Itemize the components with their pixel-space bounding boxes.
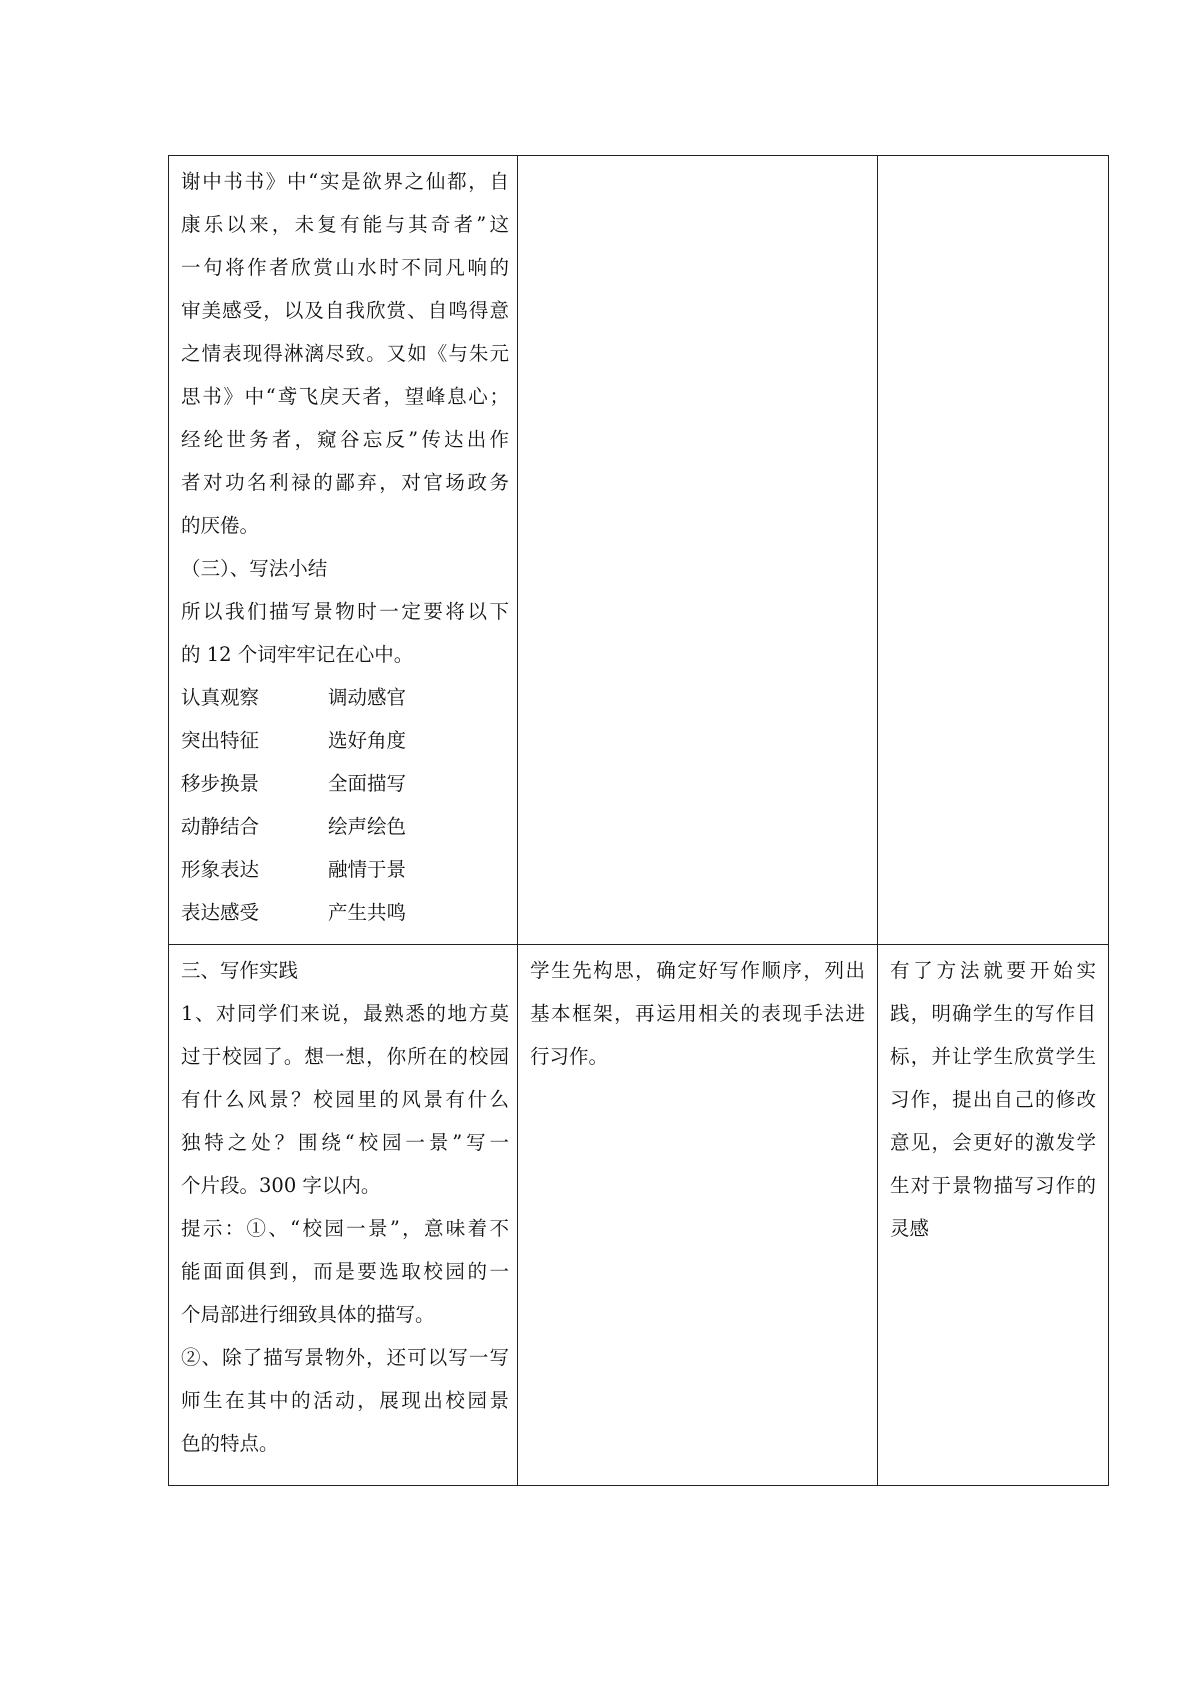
word-pair [181,891,509,934]
text-line: 标，并让学生欣赏学生 [890,1045,1096,1068]
word-left: 移步换景 [181,772,260,795]
text-line: 个局部进行细致具体的描写。 [181,1303,435,1326]
word-pair [181,848,509,891]
text-line: 审美感受，以及自我欣赏、自鸣得意 [181,299,509,322]
section-heading: （三）、写法小结 [181,557,328,580]
word-right: 融情于景 [328,858,407,881]
text-line: 康乐以来，未复有能与其奇者”这 [181,213,509,236]
word-right: 调动感官 [328,686,407,709]
text-line: 灵感 [890,1217,930,1240]
word-pair [181,719,509,762]
word-left: 动静结合 [181,815,260,838]
table-row [169,156,1109,945]
word-left: 表达感受 [181,901,260,924]
text-line: 师生在其中的活动，展现出校园景 [181,1389,509,1412]
text-line: 的厌倦。 [181,514,260,537]
text-line: 谢中书书》中“实是欲界之仙都，自 [181,170,509,193]
text-line: 的 12 个词牢牢记在心中。 [181,643,414,666]
text-line: 行习作。 [530,1045,609,1068]
text-line: 习作，提出自己的修改 [890,1088,1096,1111]
text-line: 个片段。300 字以内。 [181,1174,381,1197]
word-pair [181,762,509,805]
lesson-plan-table [168,155,1109,1486]
text-line: 生对于景物描写习作的 [890,1174,1096,1197]
text-line: 过于校园了。想一想，你所在的校园 [181,1045,509,1068]
word-left: 形象表达 [181,858,260,881]
word-pair [181,676,509,719]
text-line: 提示：①、“校园一景”，意味着不 [181,1217,509,1240]
text-line: 能面面俱到，而是要选取校园的一 [181,1260,509,1283]
student-activity-cell [518,945,878,1486]
word-right: 全面描写 [328,772,407,795]
text-line: 者对功名利禄的鄙弃，对官场政务 [181,471,509,494]
word-pair [181,805,509,848]
student-activity-cell [518,156,878,945]
section-heading: 三、写作实践 [181,959,299,982]
text-line: 经纶世务者，窥谷忘反”传达出作 [181,428,509,451]
text-line: 基本框架，再运用相关的表现手法进 [530,1002,865,1025]
teaching-content-cell [169,156,518,945]
design-intent-cell [878,156,1109,945]
word-left: 突出特征 [181,729,260,752]
word-left: 认真观察 [181,686,260,709]
word-right: 选好角度 [328,729,407,752]
text-line: 意见，会更好的激发学 [890,1131,1096,1154]
text-line: 有了方法就要开始实 [890,959,1096,982]
text-line: 所以我们描写景物时一定要将以下 [181,600,509,623]
text-line: 践，明确学生的写作目 [890,1002,1096,1025]
design-intent-cell [878,945,1109,1486]
table-row [169,945,1109,1486]
text-line: 色的特点。 [181,1432,279,1455]
text-line: 学生先构思，确定好写作顺序，列出 [530,959,865,982]
word-right: 产生共鸣 [328,901,407,924]
text-line: 一句将作者欣赏山水时不同凡响的 [181,256,509,279]
text-line: 1、对同学们来说，最熟悉的地方莫 [181,1002,509,1025]
text-line: 思书》中“鸢飞戾天者，望峰息心； [181,385,509,408]
text-line: 独特之处？围绕“校园一景”写一 [181,1131,509,1154]
text-line: 有什么风景？校园里的风景有什么 [181,1088,509,1111]
text-line: 之情表现得淋漓尽致。又如《与朱元 [181,342,509,365]
word-right: 绘声绘色 [328,815,407,838]
text-line: ②、除了描写景物外，还可以写一写 [181,1346,509,1369]
teaching-content-cell [169,945,518,1486]
